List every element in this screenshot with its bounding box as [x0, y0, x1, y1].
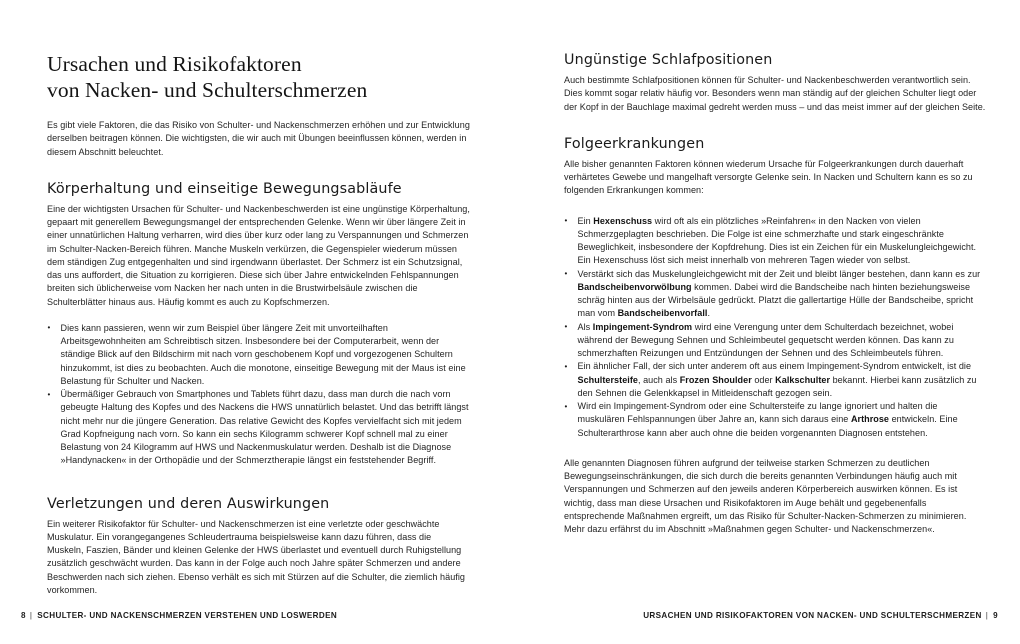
emphasis-term: Kalkschulter — [775, 374, 831, 385]
page-title-line-2: von Nacken- und Schulterschmerzen — [47, 77, 368, 102]
list-item-text: oder — [751, 374, 776, 385]
section-heading-koerperhaltung: Körperhaltung und einseitige Bewegungsabläufe — [47, 180, 402, 197]
section-1-bullet-list — [47, 322, 470, 468]
running-footer — [0, 600, 1020, 644]
emphasis-term: Impingement-Syndrom — [592, 321, 693, 332]
spacer — [564, 440, 987, 457]
list-item-text: entwickeln. Eine Schulterarthrose kann aber auch ohne die beiden vorgenannten Diagnosen entstehen. — [577, 414, 958, 438]
list-item-text: Verstärkt sich das Muskelungleichgewicht mit der Zeit und bleibt länger bestehen, dann kann es zur — [577, 268, 981, 279]
list-item-text: wird eine Verengung unter dem Schulterdach bezeichnet, wobei während der Bewegung Sehnen und Schleimbeutel gequetscht werden können. Das kann zu schmerzhaften Reizungen und Entzündungen der Sehnen und des Schleimbeutels führen. — [577, 321, 954, 358]
list-item-text: Als — [577, 321, 593, 332]
spacer — [47, 468, 470, 496]
section-heading-folgeerkrankungen: Folgeerkrankungen — [564, 135, 705, 152]
footer-separator: | — [29, 611, 33, 620]
list-item: • Übermäßiger Gebrauch von Smartphones und Tablets führt dazu, dass man durch die nach vorn gebeugte Haltung des Kopfes und des Nackens die HWS unnatürlich belastet. Und das betrifft längst nicht mehr nur die jüngere Generation. Das relative Gewicht des Kopfes vervielfacht sich mit jedem Grad Kopfneigung nach vorn. So kann ein sechs Kilogramm schwerer Kopf schnell mal zu einer Belastung von 24 Kilogramm auf HWS und Nackenmuskulatur werden. Deshalb ist die Diagnose »Handynacken« in der Orthopädie und der Schmerztherapie längst ein feststehender Begriff. — [47, 388, 470, 468]
list-item — [564, 215, 987, 268]
section-2-paragraph: Ein weiterer Risikofaktor für Schulter- und Nackenschmerzen ist eine verletzte oder geschwächte Muskulatur. Ein vorangegangenes Schleudertrauma beispielsweise kann dazu führen, dass die Muskeln, Faszien, Bänder und kleinen Gelenke der HWS überlastet und eventuell durch Ruhigstellung zusätzlich geschwächt wurden. Das kann in der Folge auch noch Jahre später Schmerzen und andere Beschwerden nach sich ziehen. Ebenso verhält es sich mit Stürzen auf die Schulter, die ziemlich häufig vorkommen. — [47, 518, 465, 595]
list-item — [564, 321, 987, 361]
emphasis-term: Frozen Shoulder — [679, 374, 752, 385]
footer-right — [643, 610, 998, 621]
list-item — [564, 268, 987, 321]
footer-left — [21, 610, 337, 621]
section-heading-schlafpositionen: Ungünstige Schlafpositionen — [564, 52, 773, 68]
list-item-text: wird oft als ein plötzliches »Reinfahren« in den Nacken von vielen Schmerzgeplagten beschrieben. Die Folge ist eine schmerzhafte und stark eingeschränkte Beweglichkeit, insbesondere der Kopfdrehung. Dies ist ein Zeichen für ein Muskelungleichgewicht. Ein Hexenschuss löst sich meist innerhalb von mehreren Tagen wieder von selbst. — [577, 215, 977, 266]
list-item — [564, 400, 987, 440]
list-item-text: Ein — [577, 215, 594, 226]
right-page-column — [564, 52, 987, 536]
list-item — [564, 360, 987, 400]
spacer — [47, 309, 470, 322]
list-item-text: . — [707, 308, 711, 319]
list-item: • Dies kann passieren, wenn wir zum Beispiel über längere Zeit mit unvorteilhaften Arbeitsgewohnheiten am Schreibtisch sitzen. Insbesondere bei der Computerarbeit, wenn der ständige Blick auf den Bildschirm mit nach vorn geschobenem Kopf und vorgezogenen Schultern hinzukommt, ist dies zu beobachten. Auch die monotone, einseitige Bewegung mit der Maus ist eine Belastung für Schulter und Nacken. — [47, 322, 470, 388]
intro-paragraph: Es gibt viele Faktoren, die das Risiko von Schulter- und Nackenschmerzen erhöhen und zur Entwicklung derselben beitragen können. Die wichtigsten, die wir auch mit Übungen beeinflussen können, werden in diesem Abschnitt beleuchtet. — [47, 120, 470, 157]
emphasis-term: Arthrose — [850, 414, 890, 425]
emphasis-term: Bandscheibenvorfall — [617, 308, 708, 319]
page-number-left: 8 — [21, 611, 26, 620]
spacer — [564, 114, 987, 136]
emphasis-term: Bandscheibenvorwölbung — [577, 281, 692, 292]
spacer — [564, 198, 987, 215]
running-head-right: URSACHEN UND RISIKOFAKTOREN VON NACKEN- UND SCHULTERSCHMERZEN — [643, 611, 982, 620]
footer-separator: | — [985, 611, 989, 620]
page-title — [47, 52, 470, 103]
section-4-bullet-list — [564, 215, 987, 440]
list-item-text: Wird ein Impingement-Syndrom oder eine Schultersteife zu lange ignoriert und halten die muskulären Fehlspannungen über Jahre an, kann sich daraus eine — [577, 401, 938, 425]
emphasis-term: Schultersteife — [577, 374, 638, 385]
section-1-paragraph: Eine der wichtigsten Ursachen für Schulter- und Nackenbeschwerden ist eine ungünstige Körperhaltung, gepaart mit generellem Bewegungsmangel der entsprechenden Gelenke. Wenn wir über längere Zeit in einer unnatürlichen Haltung verharren, wird dies über kurz oder lang zu Verspannungen und Schmerzen im Schulter-Nacken-Bereich führen. Manche Muskeln verkürzen, die Gegenspieler wiederum müssen dem ständigen Zug entgegenhalten und sind irgendwann überlastet. Der Schmerz ist ein Schutzsignal, das uns auffordert, die Situation zu korrigieren. Diese sich über Jahre entwickelnden Fehlspannungen breiten sich üblicherweise vom Nacken her nach unten in die Brustwirbelsäule zwischen die Schulterblätter hinaus aus. Häufig kommt es auch zu Kopfschmerzen. — [47, 203, 470, 307]
emphasis-term: Hexenschuss — [593, 215, 653, 226]
spacer — [47, 159, 470, 181]
section-4-closing-paragraph: Alle genannten Diagnosen führen aufgrund der teilweise starken Schmerzen zu deutlichen Bewegungseinschränkungen, die sich durch die bereits genannten Verbindungen häufig auch mit Verspannungen und Schmerzen auf den jeweils anderen Körperbereich auswirken können. Es ist wichtig, dass man diese Ursachen und Risikofaktoren im Auge behält und gegebenenfalls entsprechende Maßnahmen ergreift, um das Risiko für Schulter-Nacken-Schmerzen zu minimieren. Mehr dazu erfährst du im Abschnitt »Maßnahmen gegen Schulter- und Nackenschmerzen«. — [564, 457, 967, 534]
list-item-text: , auch als — [637, 374, 680, 385]
list-item-text: bekannt. Hierbei kann zusätzlich zu den Sehnen die Gelenkkapsel in Mitleidenschaft gezogen sein. — [577, 374, 977, 398]
left-page-column — [47, 52, 470, 597]
list-item-text: kommen. Dabei wird die Bandscheibe nach hinten beziehungsweise schräg hinten aus der Wirbelsäule gedrückt. Platzt die gallertartige Hülle der Bandscheibe, spricht man vom — [577, 281, 974, 319]
section-3-paragraph: Auch bestimmte Schlafpositionen können für Schulter- und Nackenbeschwerden verantwortlich sein. Dies kommt sogar relativ häufig vor. Besonders wenn man ständig auf der gleichen Schulter liegt oder der Kopf in der Bauchlage maximal gedreht werden muss – und das meist immer auf der gleichen Seite. — [564, 75, 986, 112]
section-heading-verletzungen: Verletzungen und deren Auswirkungen — [47, 495, 330, 512]
section-4-paragraph: Alle bisher genannten Faktoren können wiederum Ursache für Folgeerkrankungen durch dauerhaft verhärtetes Gewebe und mangelhaft versorgte Gelenke sein. In Nacken und Schultern kann es so zu folgenden Erkrankungen kommen: — [564, 158, 973, 196]
list-item-text: Ein ähnlicher Fall, der sich unter anderem oft aus einem Impingement-Syndrom entwickelt, ist die — [577, 361, 972, 372]
page-title-line-1: Ursachen und Risikofaktoren — [47, 52, 302, 76]
page-number-right: 9 — [993, 611, 998, 620]
running-head-left: SCHULTER- UND NACKENSCHMERZEN VERSTEHEN UND LOSWERDEN — [37, 611, 338, 620]
